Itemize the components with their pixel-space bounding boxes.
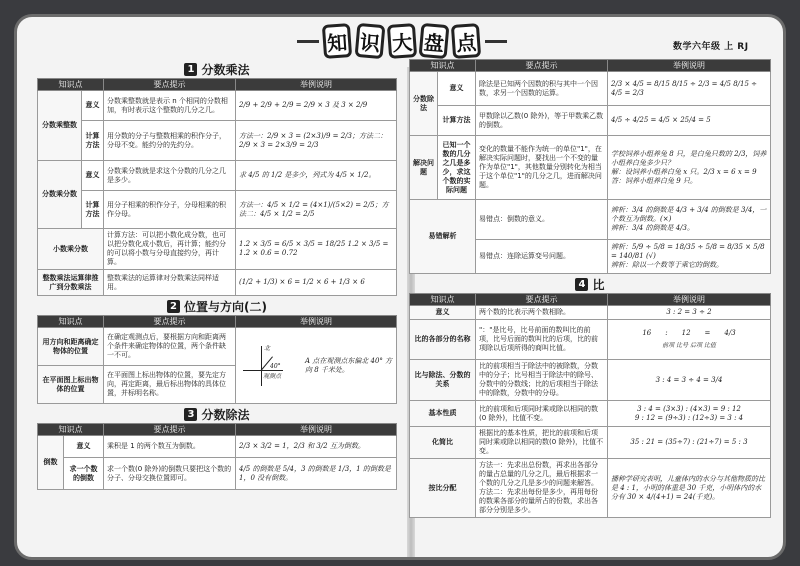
example-line: 解：设饲养小组养白兔 x 只。2/3 x = 6 x = 9 [611, 167, 757, 176]
tip-cell: 比的前项和后项同时乘或除以相同的数(0 除外)，比值不变。 [476, 401, 608, 427]
tip-cell: 在平面图上标出物体的位置，要先定方向，再定距离，最后标出物体的具体位置，并标明名称。 [104, 366, 236, 404]
example-cell: 2/3 × 3/2 = 1，2/3 和 3/2 互为倒数。 [236, 436, 397, 458]
angle-label: 40° [270, 362, 281, 370]
col-header-knowledge: 知识点 [38, 316, 104, 328]
banner-lead-right [485, 40, 507, 43]
col-header-examples: 举例说明 [608, 294, 771, 306]
example-cell: 求 4/5 的 1/2 是多少，列式为 4/5 × 1/2。 [236, 161, 397, 191]
row-label: 用方向和距离确定物体的位置 [38, 328, 104, 366]
example-cell [608, 320, 771, 360]
ratio-consequent: 12 [681, 329, 691, 337]
row-label: 意义 [438, 72, 476, 106]
col-header-tips: 要点提示 [104, 316, 236, 328]
row-label: 比的各部分的名称 [410, 320, 476, 360]
example-cell: 3 : 2 = 3 ÷ 2 [608, 306, 771, 320]
ratio-table [409, 293, 771, 518]
row-label: 意义 [82, 91, 104, 121]
example-cell [608, 200, 771, 240]
right-page [409, 59, 771, 559]
example-cell: 1.2 × 3/5 = 6/5 × 3/5 = 18/25 1.2 × 3/5 = 1.2 × 0.6 = 0.72 [236, 229, 397, 270]
row-label: 已知一个数的几分之几是多少，求这个数的实际问题 [438, 136, 476, 200]
tip-cell: 根据比的基本性质，把比的前项和后项同时乘或除以相同的数(0 除外)，比值不变。 [476, 427, 608, 459]
tip-cell: 整数乘法的运算律对分数乘法同样适用。 [104, 270, 236, 296]
banner-lead-left [297, 40, 319, 43]
row-label: 意义 [82, 161, 104, 191]
example-line: 答：饲养小组养白兔 9 只。 [611, 176, 697, 185]
example-cell: 播种学研究表明，儿童体内的水分与其他物质的比是 4 : 1，小明的体重是 30 千克，小明体内的水分有 30 × 4/(4+1) = 24(千克)。 [608, 459, 771, 518]
example-cell [608, 136, 771, 200]
tip-cell: 乘积是 1 的两个数互为倒数。 [104, 436, 236, 458]
position-direction-table [37, 315, 397, 404]
tip-cell: 用分子相乘的积作分子，分母相乘的积作分母。 [104, 191, 236, 229]
example-line: 辨析：3/4 的倒数是 4/3。 [611, 224, 694, 232]
col-header-knowledge: 知识点 [410, 294, 476, 306]
ratio-sign: : [665, 329, 668, 337]
group-label: 倒数 [38, 436, 64, 490]
section-number: 2 [167, 300, 180, 313]
row-label: 计算方法 [82, 191, 104, 229]
example-cell: 2/9 + 2/9 + 2/9 = 2/9 × 3 及 3 × 2/9 [236, 91, 397, 121]
row-label: 比与除法、分数的关系 [410, 360, 476, 401]
group-label: 解决问题 [410, 136, 438, 200]
group-label: 分数除法 [410, 72, 438, 136]
col-header-tips: 要点提示 [476, 294, 608, 306]
grade-label: 数学六年级 上 RJ [673, 42, 749, 52]
row-label: 计算方法 [438, 106, 476, 136]
example-cell: 方法一：2/9 × 3 = (2×3)/9 = 2/3；方法二：2/9 × 3 = 2×3/9 = 2/3 [236, 121, 397, 161]
tip-cell: 比的前项相当于除法中的被除数，分数中的分子；比号相当于除法中的除号、分数中的分数线；比的后项相当于除法中的除数，分数中的分母。 [476, 360, 608, 401]
section-title-fraction-division [37, 406, 397, 422]
example-cell [236, 328, 397, 404]
example-line: 辨析：除以一个数等于乘它的倒数。 [611, 261, 723, 269]
ratio-equals: = [704, 329, 711, 337]
section-number: 4 [575, 278, 588, 291]
section-title-text: 分数除法 [201, 407, 250, 422]
tip-cell: 变化的数量不能作为统一的单位"1"，在解决实际问题时，要找出一个不变的量作为单位"1"，其他数量分别转化为相当于这个单位"1"的几分之几，进而解决问题。 [476, 136, 608, 200]
group-label: 分数乘整数 [38, 91, 82, 161]
example-cell: 3 : 4 = 3 ÷ 4 = 3/4 [608, 360, 771, 401]
title-banner [297, 19, 507, 63]
example-line: 辨析：5/9 ÷ 5/8 = 18/35 ÷ 5/8 = 8/35 × 5/8 = 140/81 (√) [611, 243, 765, 260]
col-header-knowledge: 知识点 [38, 79, 104, 91]
tip-cell: 除法是已知两个因数的积与其中一个因数，求另一个因数的运算。 [476, 72, 608, 106]
col-header-knowledge: 知识点 [38, 424, 104, 436]
title-char: 盘 [419, 23, 450, 59]
section-number: 1 [184, 63, 197, 76]
tip-cell: 两个数的比表示两个数相除。 [476, 306, 608, 320]
row-label: 化简比 [410, 427, 476, 459]
fraction-division-table [409, 59, 771, 274]
title-char: 大 [387, 23, 418, 59]
tip-cell: 易错点：连除运算变号问题。 [476, 240, 608, 274]
row-label: 基本性质 [410, 401, 476, 427]
row-label: 意义 [410, 306, 476, 320]
tip-cell: "："是比号，比号前面的数叫比的前项，比号后面的数叫比的后项，比的前项除以后项所得的商叫比值。 [476, 320, 608, 360]
ratio-parts [611, 329, 767, 338]
tip-cell: 易错点：倒数的意义。 [476, 200, 608, 240]
col-header-tips: 要点提示 [104, 79, 236, 91]
compass-diagram [239, 344, 299, 388]
row-label: 按比分配 [410, 459, 476, 518]
row-label: 整数乘法运算律推广到分数乘法 [38, 270, 104, 296]
position-example-text: A 点在观测点东偏北 40° 方向 8 千米处。 [305, 356, 393, 374]
title-char: 点 [451, 23, 482, 59]
row-label: 意义 [64, 436, 104, 458]
example-cell: 方法一：4/5 × 1/2 = (4×1)/(5×2) = 2/5；方法二：4/5 × 1/2 = 2/5 [236, 191, 397, 229]
example-line: 3 : 4 = (3×3) : (4×3) = 9 : 12 [637, 404, 741, 413]
example-line: 学校饲养小组养兔 8 只，是白兔只数的 2/3，饲养小组养白兔多少只？ [611, 149, 767, 167]
ratio-part-names: 前项 比号 后项 比值 [662, 342, 716, 349]
section-number: 3 [184, 408, 197, 421]
example-line: 辨析：3/4 的倒数是 4/3 + 3/4 的倒数是 3/4，一个数互为倒数。(×) [611, 206, 767, 223]
ratio-antecedent: 16 [642, 329, 652, 337]
example-cell: (1/2 + 1/3) × 6 = 1/2 × 6 + 1/3 × 6 [236, 270, 397, 296]
tip-cell: 计算方法：可以把小数化成分数，也可以把分数化成小数后，再计算；能约分的可以将小数与分母直接约分，再计算。 [104, 229, 236, 270]
section-title-fraction-multiplication [37, 61, 397, 77]
row-label: 求一个数的倒数 [64, 458, 104, 490]
tip-cell: 分数乘整数就是表示 n 个相同的分数相加，有时表示这个整数的几分之几。 [104, 91, 236, 121]
section-title-text: 分数乘法 [201, 62, 250, 77]
col-header-examples: 举例说明 [236, 316, 397, 328]
title-char: 知 [322, 23, 353, 59]
section-title-text: 位置与方向(二) [184, 299, 267, 314]
section-title-ratio [409, 276, 771, 292]
col-header-tips: 要点提示 [104, 424, 236, 436]
title-char: 识 [354, 23, 385, 59]
fraction-multiplication-table [37, 78, 397, 296]
row-label: 在平面图上标出物体的位置 [38, 366, 104, 404]
row-label: 计算方法 [82, 121, 104, 161]
north-axis [261, 346, 262, 386]
example-cell [608, 240, 771, 274]
col-header-tips: 要点提示 [476, 60, 608, 72]
tip-cell: 用分数的分子与整数相乘的积作分子，分母不变。能约分的先约分。 [104, 121, 236, 161]
row-label: 小数乘分数 [38, 229, 104, 270]
ratio-value: 4/3 [724, 329, 736, 337]
example-cell [608, 401, 771, 427]
observation-point-label: 观测点 [263, 372, 282, 380]
example-cell: 4/5 ÷ 4/25 = 4/5 × 25/4 = 5 [608, 106, 771, 136]
left-page [37, 59, 397, 559]
section-title-position-direction [37, 298, 397, 314]
reciprocal-table [37, 423, 397, 490]
example-cell: 4/5 的倒数是 5/4，3 的倒数是 1/3，1 的倒数是 1，0 没有倒数。 [236, 458, 397, 490]
col-header-examples: 举例说明 [236, 424, 397, 436]
north-label: 北 [264, 344, 271, 352]
book-spread [14, 14, 786, 560]
group-label: 分数乘分数 [38, 161, 82, 229]
example-cell: 2/3 × 4/5 = 8/15 8/15 ÷ 2/3 = 4/5 8/15 ÷ 4/5 = 2/3 [608, 72, 771, 106]
example-line: 9 : 12 = (9÷3) : (12÷3) = 3 : 4 [634, 413, 744, 422]
tip-cell: 甲数除以乙数(0 除外)，等于甲数乘乙数的倒数。 [476, 106, 608, 136]
col-header-examples: 举例说明 [608, 60, 771, 72]
group-label: 易错解析 [410, 200, 476, 274]
section-title-text: 比 [592, 277, 605, 292]
tip-cell: 分数乘分数就是求这个分数的几分之几是多少。 [104, 161, 236, 191]
example-cell: 35 : 21 = (35÷7) : (21÷7) = 5 : 3 [608, 427, 771, 459]
tip-cell: 在确定观测点后，要根据方向和距离两个条件来确定物体的位置，两个条件缺一不可。 [104, 328, 236, 366]
col-header-knowledge: 知识点 [410, 60, 476, 72]
col-header-examples: 举例说明 [236, 79, 397, 91]
tip-cell: 方法一：先求出总份数，再求出各部分的量占总量的几分之几，最后根据求一个数的几分之几是多少的问题来解答。方法二：先求出每份是多少，再用每份的数乘各部分的量所占的份数，求出各部分分别是多少。 [476, 459, 608, 518]
tip-cell: 求一个数(0 除外)的倒数只要把这个数的分子、分母交换位置即可。 [104, 458, 236, 490]
